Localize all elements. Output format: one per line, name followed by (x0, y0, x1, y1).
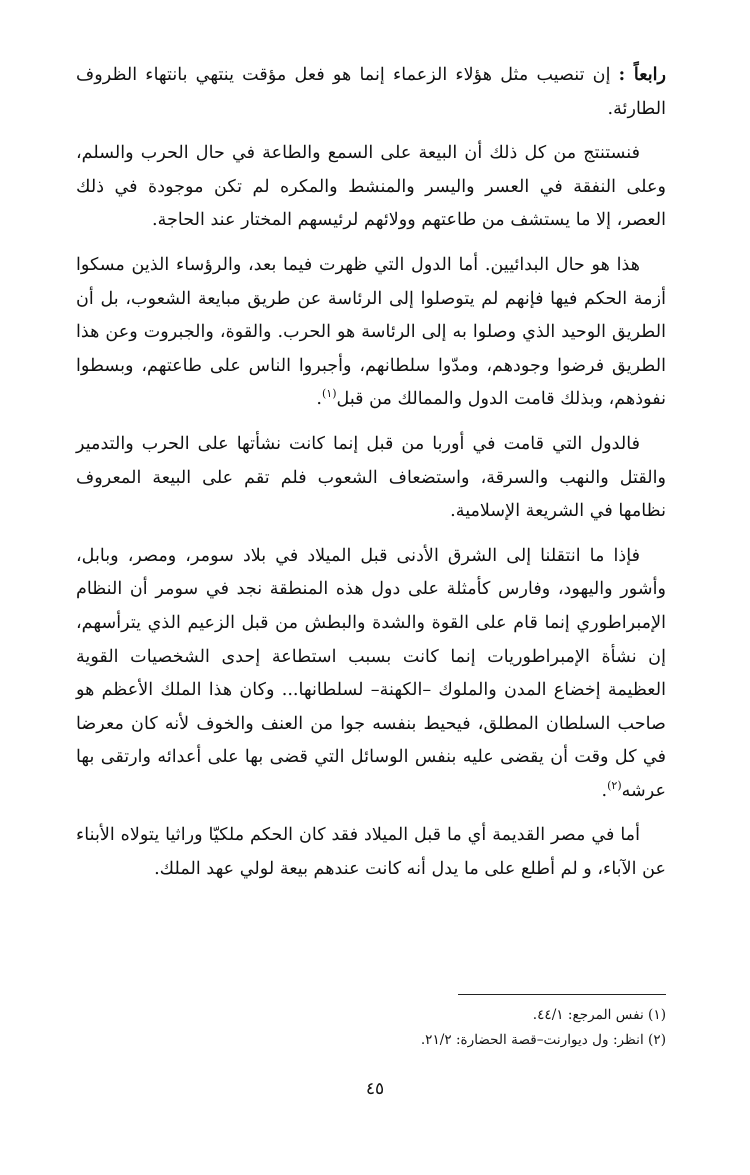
paragraph-2 (76, 137, 666, 238)
paragraph-text: فنستنتج من كل ذلك أن البيعة على السمع والطاعة في حال الحرب والسلم، وعلى النفقة في العسر واليسر والمنشط والمكره لم تكن موجودة في ذلك العصر، إلا ما يستشف من طاعتهم وولائهم لرئيسهم المختار عند الحاجة. (76, 143, 666, 231)
paragraph-text: هذا هو حال البدائيين. أما الدول التي ظهرت فيما بعد، والرؤساء الذين مسكوا أزمة الحكم فيها فإنهم لم يتوصلوا إلى الرئاسة عن طريق مبايعة الشعوب، بل أن الطريق الوحيد الذي وصلوا به إلى الرئاسة هو الحرب. والقوة، والجبروت وعن هذا الطريق فرضوا وجودهم، ومدّوا سلطانهم، وأجبروا الناس على طاعتهم، وبسطوا نفوذهم، وبذلك قامت الدول والممالك من قبل (76, 254, 666, 410)
footnotes (300, 1003, 666, 1053)
paragraph-text: فإذا ما انتقلنا إلى الشرق الأدنى قبل الميلاد في بلاد سومر، ومصر، وبابل، وأشور واليهود، وفارس كأمثلة على دول هذه المنطقة نجد في سومر أن النظام الإمبراطوري إنما قام على القوة والشدة والبطش من قبل الزعيم الذي يترأسهم، إن نشأة الإمبراطوريات إنما كانت بسبب استطاعة إحدى الشخصيات القوية العظيمة إخضاع المدن والملوك –الكهنة– لسلطانها... وكان هذا الملك الأعظم هو صاحب السلطان المطلق، فيحيط بنفسه جوا من العنف والخوف لأنه كان معرضا في كل وقت أن يقضى عليه بنفس الوسائل التي قضى بها على أعدائه وارتقى بها عرشه (76, 545, 666, 801)
paragraph-6 (76, 819, 666, 886)
paragraph-text: إن تنصيب مثل هؤلاء الزعماء إنما هو فعل مؤقت ينتهي بانتهاء الظروف الطارئة. (76, 65, 666, 119)
footnote-2: (٢) انظر: ول ديوارنت–قصة الحضارة: ٢١/٢. (420, 1032, 666, 1048)
footnote-ref[interactable]: (٢) (607, 779, 622, 793)
paragraph-tail: . (316, 389, 322, 410)
body-text (76, 58, 666, 898)
paragraph-tail: . (601, 780, 608, 801)
paragraph-4 (76, 428, 666, 529)
footnote-divider (458, 994, 666, 995)
paragraph-1 (76, 58, 666, 126)
paragraph-text: أما في مصر القديمة أي ما قبل الميلاد فقد كان الحكم ملكيّا وراثيا يتولاه الأبناء عن الآباء، و لم أطلع على ما يدل أنه كانت عندهم بيعة لولي عهد الملك. (76, 825, 666, 880)
paragraph-text: فالدول التي قامت في أوربا من قبل إنما كانت نشأتها على الحرب والتدمير والقتل والنهب والسرقة، واستضعاف الشعوب فلم تقم على البيعة المعروف نظامها في الشريعة الإسلامية. (76, 433, 666, 522)
paragraph-3 (76, 249, 666, 417)
page-number: ٤٥ (365, 1079, 385, 1099)
paragraph-5 (76, 540, 666, 809)
footnote-ref[interactable]: (١) (321, 387, 337, 401)
footnote-1: (١) نفس المرجع: ٤٤/١. (532, 1007, 666, 1023)
section-lead: رابعاً : (618, 64, 667, 85)
